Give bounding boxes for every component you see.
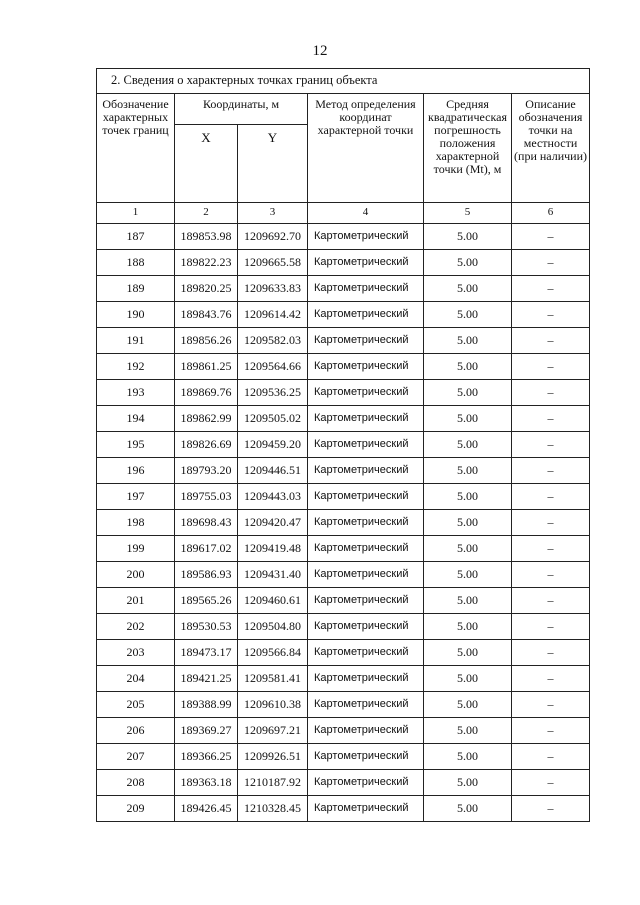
description-cell: – xyxy=(512,666,590,692)
method-cell: Картометрический xyxy=(308,744,424,770)
y-cell: 1209505.02 xyxy=(238,406,308,432)
method-cell: Картометрический xyxy=(308,640,424,666)
description-cell: – xyxy=(512,354,590,380)
x-cell: 189822.23 xyxy=(175,250,238,276)
table-row xyxy=(97,692,590,718)
table-row xyxy=(97,276,590,302)
y-cell: 1209582.03 xyxy=(238,328,308,354)
table-row xyxy=(97,380,590,406)
y-cell: 1209692.70 xyxy=(238,224,308,250)
x-cell: 189586.93 xyxy=(175,562,238,588)
table-row xyxy=(97,484,590,510)
point-cell: 205 xyxy=(97,692,175,718)
error-cell: 5.00 xyxy=(424,302,512,328)
x-cell: 189793.20 xyxy=(175,458,238,484)
error-cell: 5.00 xyxy=(424,614,512,640)
y-cell: 1209564.66 xyxy=(238,354,308,380)
point-cell: 192 xyxy=(97,354,175,380)
description-cell: – xyxy=(512,328,590,354)
description-cell: – xyxy=(512,510,590,536)
y-cell: 1209459.20 xyxy=(238,432,308,458)
x-cell: 189856.26 xyxy=(175,328,238,354)
error-cell: 5.00 xyxy=(424,770,512,796)
y-cell: 1210187.92 xyxy=(238,770,308,796)
x-cell: 189862.99 xyxy=(175,406,238,432)
x-cell: 189530.53 xyxy=(175,614,238,640)
point-cell: 196 xyxy=(97,458,175,484)
x-cell: 189363.18 xyxy=(175,770,238,796)
column-number: 4 xyxy=(308,203,424,224)
description-cell: – xyxy=(512,536,590,562)
point-cell: 200 xyxy=(97,562,175,588)
method-cell: Картометрический xyxy=(308,276,424,302)
table-row xyxy=(97,718,590,744)
y-cell: 1209420.47 xyxy=(238,510,308,536)
y-cell: 1209419.48 xyxy=(238,536,308,562)
point-cell: 189 xyxy=(97,276,175,302)
table-row xyxy=(97,588,590,614)
y-cell: 1209665.58 xyxy=(238,250,308,276)
y-cell: 1209633.83 xyxy=(238,276,308,302)
description-cell: – xyxy=(512,796,590,822)
table-row xyxy=(97,250,590,276)
method-cell: Картометрический xyxy=(308,666,424,692)
error-cell: 5.00 xyxy=(424,458,512,484)
point-cell: 198 xyxy=(97,510,175,536)
description-cell: – xyxy=(512,276,590,302)
y-cell: 1209443.03 xyxy=(238,484,308,510)
description-cell: – xyxy=(512,302,590,328)
method-cell: Картометрический xyxy=(308,692,424,718)
point-cell: 190 xyxy=(97,302,175,328)
error-cell: 5.00 xyxy=(424,328,512,354)
point-cell: 188 xyxy=(97,250,175,276)
description-cell: – xyxy=(512,588,590,614)
table-row xyxy=(97,744,590,770)
x-cell: 189369.27 xyxy=(175,718,238,744)
header-description: Описание обозначения точки на местности (при наличии) xyxy=(512,94,590,203)
description-cell: – xyxy=(512,250,590,276)
error-cell: 5.00 xyxy=(424,510,512,536)
error-cell: 5.00 xyxy=(424,432,512,458)
method-cell: Картометрический xyxy=(308,718,424,744)
error-cell: 5.00 xyxy=(424,536,512,562)
error-cell: 5.00 xyxy=(424,250,512,276)
description-cell: – xyxy=(512,380,590,406)
y-cell: 1209536.25 xyxy=(238,380,308,406)
table-row xyxy=(97,406,590,432)
header-method: Метод определения координат характерной точки xyxy=(308,94,424,203)
page-number: 12 xyxy=(312,43,328,59)
method-cell: Картометрический xyxy=(308,328,424,354)
header-error: Средняя квадратическая погрешность положения характерной точки (Mt), м xyxy=(424,94,512,203)
error-cell: 5.00 xyxy=(424,718,512,744)
column-number: 2 xyxy=(175,203,238,224)
table-row xyxy=(97,354,590,380)
table-body xyxy=(97,224,590,822)
error-cell: 5.00 xyxy=(424,796,512,822)
description-cell: – xyxy=(512,770,590,796)
x-cell: 189755.03 xyxy=(175,484,238,510)
x-cell: 189843.76 xyxy=(175,302,238,328)
description-cell: – xyxy=(512,562,590,588)
header-designation: Обозначение характерных точек границ xyxy=(97,94,175,203)
x-cell: 189826.69 xyxy=(175,432,238,458)
error-cell: 5.00 xyxy=(424,640,512,666)
method-cell: Картометрический xyxy=(308,796,424,822)
error-cell: 5.00 xyxy=(424,276,512,302)
table-row xyxy=(97,432,590,458)
point-cell: 193 xyxy=(97,380,175,406)
point-cell: 208 xyxy=(97,770,175,796)
error-cell: 5.00 xyxy=(424,588,512,614)
y-cell: 1209697.21 xyxy=(238,718,308,744)
header-y: Y xyxy=(238,125,308,203)
method-cell: Картометрический xyxy=(308,458,424,484)
x-cell: 189388.99 xyxy=(175,692,238,718)
point-cell: 199 xyxy=(97,536,175,562)
y-cell: 1209614.42 xyxy=(238,302,308,328)
header-x: X xyxy=(175,125,238,203)
column-number: 1 xyxy=(97,203,175,224)
table-row xyxy=(97,536,590,562)
x-cell: 189820.25 xyxy=(175,276,238,302)
x-cell: 189426.45 xyxy=(175,796,238,822)
description-cell: – xyxy=(512,458,590,484)
table-row xyxy=(97,796,590,822)
table-row xyxy=(97,562,590,588)
column-number: 5 xyxy=(424,203,512,224)
point-cell: 194 xyxy=(97,406,175,432)
error-cell: 5.00 xyxy=(424,666,512,692)
description-cell: – xyxy=(512,224,590,250)
point-cell: 191 xyxy=(97,328,175,354)
y-cell: 1209566.84 xyxy=(238,640,308,666)
point-cell: 207 xyxy=(97,744,175,770)
error-cell: 5.00 xyxy=(424,484,512,510)
method-cell: Картометрический xyxy=(308,614,424,640)
y-cell: 1209581.41 xyxy=(238,666,308,692)
error-cell: 5.00 xyxy=(424,354,512,380)
y-cell: 1209926.51 xyxy=(238,744,308,770)
method-cell: Картометрический xyxy=(308,302,424,328)
error-cell: 5.00 xyxy=(424,562,512,588)
description-cell: – xyxy=(512,406,590,432)
x-cell: 189473.17 xyxy=(175,640,238,666)
point-cell: 197 xyxy=(97,484,175,510)
error-cell: 5.00 xyxy=(424,692,512,718)
point-cell: 187 xyxy=(97,224,175,250)
column-number: 6 xyxy=(512,203,590,224)
method-cell: Картометрический xyxy=(308,380,424,406)
table-row xyxy=(97,510,590,536)
y-cell: 1209460.61 xyxy=(238,588,308,614)
table-row xyxy=(97,224,590,250)
x-cell: 189853.98 xyxy=(175,224,238,250)
y-cell: 1210328.45 xyxy=(238,796,308,822)
error-cell: 5.00 xyxy=(424,406,512,432)
y-cell: 1209431.40 xyxy=(238,562,308,588)
method-cell: Картометрический xyxy=(308,770,424,796)
table-row xyxy=(97,614,590,640)
method-cell: Картометрический xyxy=(308,224,424,250)
method-cell: Картометрический xyxy=(308,354,424,380)
description-cell: – xyxy=(512,484,590,510)
x-cell: 189698.43 xyxy=(175,510,238,536)
point-cell: 203 xyxy=(97,640,175,666)
x-cell: 189861.25 xyxy=(175,354,238,380)
method-cell: Картометрический xyxy=(308,250,424,276)
x-cell: 189565.26 xyxy=(175,588,238,614)
method-cell: Картометрический xyxy=(308,432,424,458)
y-cell: 1209446.51 xyxy=(238,458,308,484)
x-cell: 189421.25 xyxy=(175,666,238,692)
x-cell: 189869.76 xyxy=(175,380,238,406)
table-row xyxy=(97,458,590,484)
description-cell: – xyxy=(512,718,590,744)
table-row xyxy=(97,640,590,666)
error-cell: 5.00 xyxy=(424,224,512,250)
description-cell: – xyxy=(512,432,590,458)
method-cell: Картометрический xyxy=(308,484,424,510)
table-row xyxy=(97,328,590,354)
table-row xyxy=(97,302,590,328)
method-cell: Картометрический xyxy=(308,536,424,562)
error-cell: 5.00 xyxy=(424,744,512,770)
point-cell: 202 xyxy=(97,614,175,640)
section-title: 2. Сведения о характерных точках границ объекта xyxy=(97,69,590,94)
method-cell: Картометрический xyxy=(308,588,424,614)
boundary-points-table xyxy=(96,68,590,822)
y-cell: 1209504.80 xyxy=(238,614,308,640)
method-cell: Картометрический xyxy=(308,510,424,536)
header-coordinates: Координаты, м xyxy=(175,94,308,125)
error-cell: 5.00 xyxy=(424,380,512,406)
point-cell: 204 xyxy=(97,666,175,692)
x-cell: 189617.02 xyxy=(175,536,238,562)
y-cell: 1209610.38 xyxy=(238,692,308,718)
column-numbers-row xyxy=(97,203,590,224)
description-cell: – xyxy=(512,692,590,718)
description-cell: – xyxy=(512,614,590,640)
column-number: 3 xyxy=(238,203,308,224)
table-row xyxy=(97,666,590,692)
point-cell: 209 xyxy=(97,796,175,822)
method-cell: Картометрический xyxy=(308,406,424,432)
description-cell: – xyxy=(512,640,590,666)
point-cell: 195 xyxy=(97,432,175,458)
method-cell: Картометрический xyxy=(308,562,424,588)
x-cell: 189366.25 xyxy=(175,744,238,770)
point-cell: 201 xyxy=(97,588,175,614)
point-cell: 206 xyxy=(97,718,175,744)
table-row xyxy=(97,770,590,796)
description-cell: – xyxy=(512,744,590,770)
